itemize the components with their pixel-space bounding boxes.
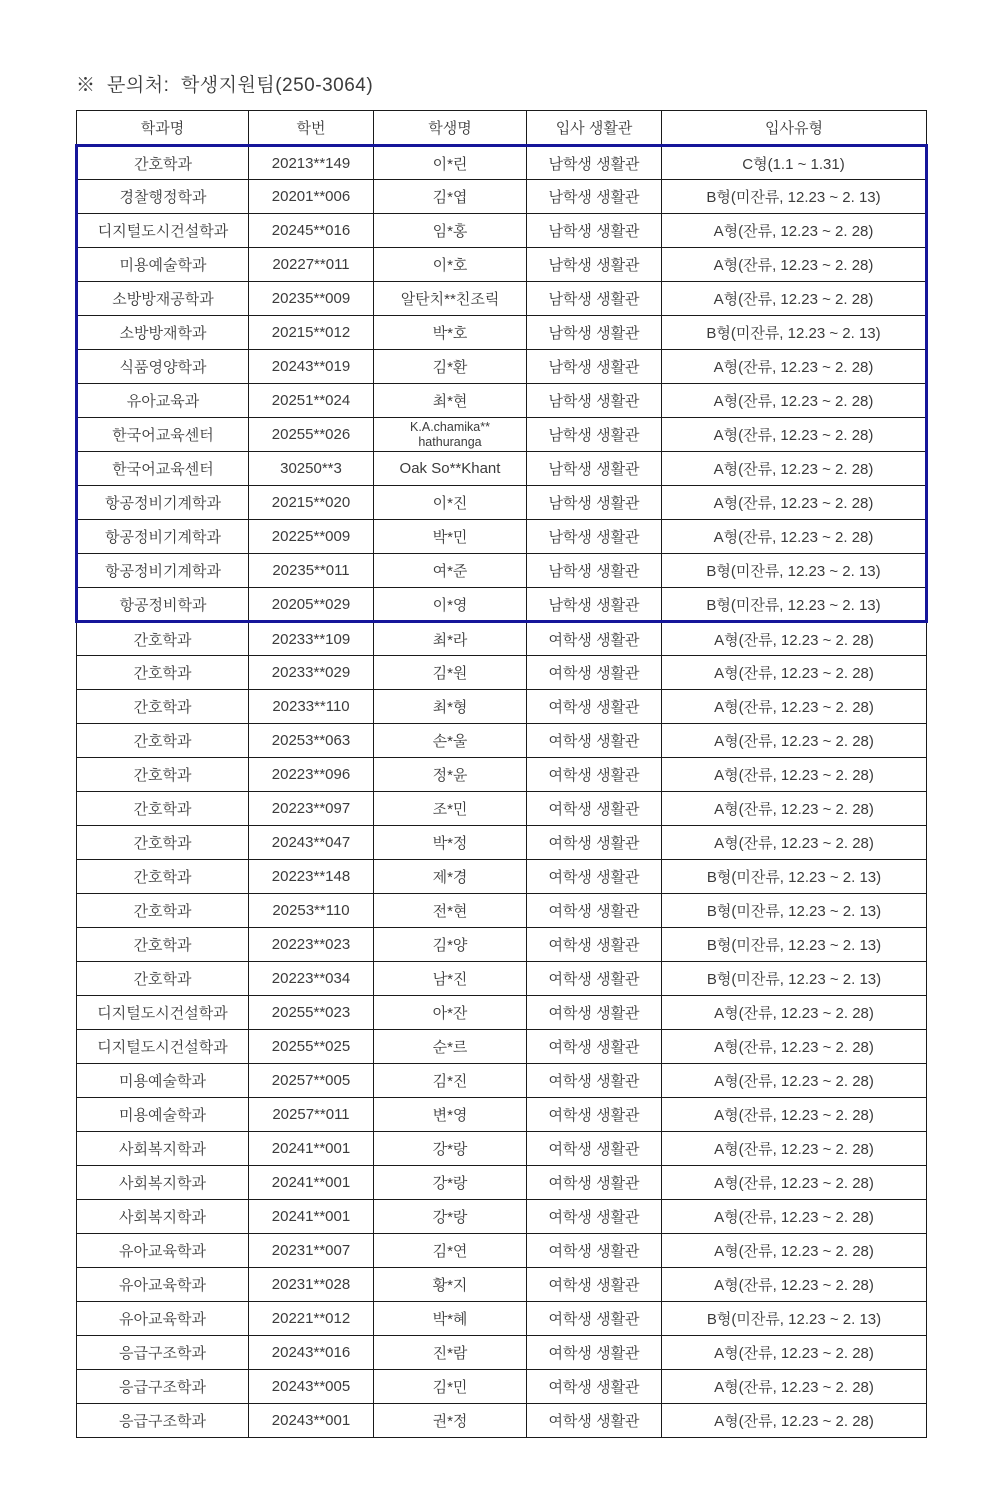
cell-student-name: 조*민 [374,792,527,826]
cell-student-name: 박*정 [374,826,527,860]
cell-dormitory: 남학생 생활관 [527,282,662,316]
cell-dormitory: 여학생 생활관 [527,1234,662,1268]
cell-dormitory: 여학생 생활관 [527,928,662,962]
cell-entry-type: B형(미잔류, 12.23 ~ 2. 13) [662,316,927,350]
cell-dormitory: 여학생 생활관 [527,1200,662,1234]
cell-entry-type: A형(잔류, 12.23 ~ 2. 28) [662,1030,927,1064]
cell-entry-type: A형(잔류, 12.23 ~ 2. 28) [662,1064,927,1098]
cell-entry-type: B형(미잔류, 12.23 ~ 2. 13) [662,180,927,214]
cell-student-id: 20235**009 [249,282,374,316]
cell-department: 경찰행정학과 [77,180,249,214]
cell-department: 항공정비학과 [77,588,249,622]
cell-entry-type: B형(미잔류, 12.23 ~ 2. 13) [662,554,927,588]
cell-student-id: 20253**110 [249,894,374,928]
cell-student-id: 20231**007 [249,1234,374,1268]
cell-department: 유아교육학과 [77,1302,249,1336]
cell-student-name: 변*영 [374,1098,527,1132]
cell-student-name: 최*형 [374,690,527,724]
cell-dormitory: 여학생 생활관 [527,724,662,758]
cell-student-name: 전*현 [374,894,527,928]
cell-dormitory: 남학생 생활관 [527,588,662,622]
cell-department: 간호학과 [77,894,249,928]
cell-dormitory: 여학생 생활관 [527,826,662,860]
table-row [77,1302,927,1336]
cell-student-id: 20223**034 [249,962,374,996]
cell-department: 간호학과 [77,622,249,656]
cell-department: 사회복지학과 [77,1166,249,1200]
cell-student-id: 20243**001 [249,1404,374,1438]
cell-dormitory: 여학생 생활관 [527,792,662,826]
cell-student-name: 황*지 [374,1268,527,1302]
cell-department: 유아교육학과 [77,1268,249,1302]
cell-entry-type: A형(잔류, 12.23 ~ 2. 28) [662,1370,927,1404]
cell-student-id: 20235**011 [249,554,374,588]
cell-student-name: 제*경 [374,860,527,894]
cell-dormitory: 여학생 생활관 [527,1030,662,1064]
cell-student-id: 20201**006 [249,180,374,214]
table-row [77,384,927,418]
table-row [77,248,927,282]
cell-entry-type: B형(미잔류, 12.23 ~ 2. 13) [662,928,927,962]
cell-student-id: 20223**148 [249,860,374,894]
cell-department: 간호학과 [77,724,249,758]
cell-dormitory: 여학생 생활관 [527,962,662,996]
cell-student-name: 이*호 [374,248,527,282]
cell-department: 유아교육학과 [77,1234,249,1268]
col-header-student-id: 학번 [249,111,374,146]
cell-entry-type: A형(잔류, 12.23 ~ 2. 28) [662,452,927,486]
cell-department: 항공정비기계학과 [77,554,249,588]
table-row [77,146,927,180]
cell-dormitory: 여학생 생활관 [527,1166,662,1200]
table-row [77,724,927,758]
cell-student-id: 20223**096 [249,758,374,792]
cell-student-id: 20223**097 [249,792,374,826]
cell-department: 항공정비기계학과 [77,486,249,520]
table-row [77,758,927,792]
cell-dormitory: 여학생 생활관 [527,758,662,792]
cell-dormitory: 남학생 생활관 [527,180,662,214]
cell-dormitory: 여학생 생활관 [527,1132,662,1166]
cell-dormitory: 여학생 생활관 [527,860,662,894]
cell-entry-type: A형(잔류, 12.23 ~ 2. 28) [662,384,927,418]
cell-student-name: 아*잔 [374,996,527,1030]
cell-department: 소방방재공학과 [77,282,249,316]
cell-dormitory: 여학생 생활관 [527,1404,662,1438]
table-row [77,1200,927,1234]
table-row [77,180,927,214]
cell-department: 간호학과 [77,962,249,996]
cell-entry-type: A형(잔류, 12.23 ~ 2. 28) [662,1404,927,1438]
table-row [77,214,927,248]
cell-entry-type: A형(잔류, 12.23 ~ 2. 28) [662,758,927,792]
cell-student-id: 20243**019 [249,350,374,384]
table-row [77,1404,927,1438]
cell-student-name: 김*원 [374,656,527,690]
table-row [77,520,927,554]
cell-entry-type: A형(잔류, 12.23 ~ 2. 28) [662,1234,927,1268]
cell-student-name: K.A.chamika** hathuranga [374,418,527,452]
cell-department: 간호학과 [77,826,249,860]
cell-entry-type: A형(잔류, 12.23 ~ 2. 28) [662,1336,927,1370]
cell-department: 디지털도시건설학과 [77,996,249,1030]
cell-department: 응급구조학과 [77,1404,249,1438]
table-row [77,860,927,894]
cell-student-name: 순*르 [374,1030,527,1064]
cell-entry-type: A형(잔류, 12.23 ~ 2. 28) [662,724,927,758]
table-row [77,1268,927,1302]
cell-department: 간호학과 [77,656,249,690]
cell-student-name: 박*민 [374,520,527,554]
cell-student-id: 20241**001 [249,1166,374,1200]
cell-student-id: 20227**011 [249,248,374,282]
cell-student-name: 임*홍 [374,214,527,248]
cell-dormitory: 여학생 생활관 [527,690,662,724]
table-row [77,656,927,690]
table-row [77,1234,927,1268]
cell-dormitory: 여학생 생활관 [527,656,662,690]
cell-department: 미용예술학과 [77,1098,249,1132]
table-row [77,350,927,384]
cell-dormitory: 남학생 생활관 [527,146,662,180]
cell-dormitory: 남학생 생활관 [527,520,662,554]
col-header-student-name: 학생명 [374,111,527,146]
cell-student-id: 20243**005 [249,1370,374,1404]
cell-entry-type: A형(잔류, 12.23 ~ 2. 28) [662,520,927,554]
cell-entry-type: A형(잔류, 12.23 ~ 2. 28) [662,418,927,452]
cell-entry-type: A형(잔류, 12.23 ~ 2. 28) [662,1132,927,1166]
cell-entry-type: A형(잔류, 12.23 ~ 2. 28) [662,656,927,690]
cell-student-id: 20223**023 [249,928,374,962]
cell-student-name: 이*린 [374,146,527,180]
cell-student-id: 20243**016 [249,1336,374,1370]
table-row [77,1064,927,1098]
cell-student-name: 강*랑 [374,1166,527,1200]
table-row [77,486,927,520]
cell-department: 항공정비기계학과 [77,520,249,554]
cell-department: 디지털도시건설학과 [77,214,249,248]
table-row [77,894,927,928]
cell-department: 간호학과 [77,792,249,826]
cell-student-id: 20245**016 [249,214,374,248]
cell-student-name: 정*윤 [374,758,527,792]
cell-department: 사회복지학과 [77,1200,249,1234]
cell-dormitory: 남학생 생활관 [527,452,662,486]
cell-student-id: 20255**026 [249,418,374,452]
cell-student-name: 강*랑 [374,1132,527,1166]
cell-entry-type: B형(미잔류, 12.23 ~ 2. 13) [662,962,927,996]
table-row [77,1030,927,1064]
cell-entry-type: B형(미잔류, 12.23 ~ 2. 13) [662,894,927,928]
cell-student-name: 이*진 [374,486,527,520]
table-row [77,418,927,452]
cell-entry-type: A형(잔류, 12.23 ~ 2. 28) [662,486,927,520]
cell-student-id: 20257**005 [249,1064,374,1098]
cell-department: 미용예술학과 [77,248,249,282]
cell-department: 디지털도시건설학과 [77,1030,249,1064]
cell-department: 간호학과 [77,928,249,962]
cell-student-id: 30250**3 [249,452,374,486]
cell-entry-type: A형(잔류, 12.23 ~ 2. 28) [662,214,927,248]
cell-department: 유아교육과 [77,384,249,418]
table-row [77,282,927,316]
cell-dormitory: 남학생 생활관 [527,248,662,282]
cell-dormitory: 여학생 생활관 [527,1268,662,1302]
table-row [77,316,927,350]
cell-department: 소방방재학과 [77,316,249,350]
col-header-department: 학과명 [77,111,249,146]
cell-department: 미용예술학과 [77,1064,249,1098]
table-row [77,928,927,962]
cell-dormitory: 여학생 생활관 [527,996,662,1030]
cell-entry-type: A형(잔류, 12.23 ~ 2. 28) [662,622,927,656]
cell-department: 간호학과 [77,860,249,894]
cell-student-id: 20257**011 [249,1098,374,1132]
cell-student-id: 20205**029 [249,588,374,622]
cell-student-id: 20255**023 [249,996,374,1030]
cell-department: 응급구조학과 [77,1370,249,1404]
cell-department: 간호학과 [77,690,249,724]
table-row [77,622,927,656]
cell-department: 간호학과 [77,146,249,180]
cell-entry-type: A형(잔류, 12.23 ~ 2. 28) [662,1098,927,1132]
cell-student-id: 20233**110 [249,690,374,724]
cell-student-name: 김*민 [374,1370,527,1404]
cell-entry-type: A형(잔류, 12.23 ~ 2. 28) [662,1200,927,1234]
cell-entry-type: A형(잔류, 12.23 ~ 2. 28) [662,690,927,724]
table-row [77,452,927,486]
cell-dormitory: 남학생 생활관 [527,316,662,350]
cell-dormitory: 남학생 생활관 [527,350,662,384]
cell-entry-type: A형(잔류, 12.23 ~ 2. 28) [662,792,927,826]
cell-entry-type: A형(잔류, 12.23 ~ 2. 28) [662,1268,927,1302]
dormitory-assignment-table [75,110,928,1438]
cell-student-name: 김*양 [374,928,527,962]
cell-department: 응급구조학과 [77,1336,249,1370]
cell-department: 한국어교육센터 [77,452,249,486]
cell-student-name: 박*혜 [374,1302,527,1336]
cell-student-name: 김*엽 [374,180,527,214]
cell-dormitory: 여학생 생활관 [527,1098,662,1132]
cell-student-id: 20241**001 [249,1200,374,1234]
cell-entry-type: A형(잔류, 12.23 ~ 2. 28) [662,350,927,384]
cell-dormitory: 남학생 생활관 [527,384,662,418]
cell-student-name: 김*환 [374,350,527,384]
col-header-dormitory: 입사 생활관 [527,111,662,146]
cell-department: 간호학과 [77,758,249,792]
cell-student-name: 권*정 [374,1404,527,1438]
cell-student-id: 20231**028 [249,1268,374,1302]
table-row [77,1166,927,1200]
table-row [77,1370,927,1404]
cell-entry-type: B형(미잔류, 12.23 ~ 2. 13) [662,860,927,894]
cell-dormitory: 여학생 생활관 [527,622,662,656]
cell-student-name: 김*진 [374,1064,527,1098]
cell-department: 한국어교육센터 [77,418,249,452]
cell-entry-type: B형(미잔류, 12.23 ~ 2. 13) [662,1302,927,1336]
cell-student-name: 최*현 [374,384,527,418]
header-row [77,111,927,146]
cell-dormitory: 여학생 생활관 [527,1064,662,1098]
table-row [77,554,927,588]
cell-dormitory: 남학생 생활관 [527,214,662,248]
cell-entry-type: B형(미잔류, 12.23 ~ 2. 13) [662,588,927,622]
cell-student-id: 20251**024 [249,384,374,418]
cell-student-name: 알탄치**친조릭 [374,282,527,316]
cell-student-name: 박*호 [374,316,527,350]
cell-student-id: 20225**009 [249,520,374,554]
cell-student-id: 20233**029 [249,656,374,690]
table-row [77,962,927,996]
cell-dormitory: 남학생 생활관 [527,486,662,520]
cell-dormitory: 여학생 생활관 [527,894,662,928]
table-row [77,1098,927,1132]
table-row [77,690,927,724]
cell-student-name: 최*라 [374,622,527,656]
table-body [77,146,927,1438]
cell-dormitory: 남학생 생활관 [527,418,662,452]
cell-student-id: 20221**012 [249,1302,374,1336]
table-row [77,996,927,1030]
cell-entry-type: A형(잔류, 12.23 ~ 2. 28) [662,282,927,316]
cell-student-name: 진*람 [374,1336,527,1370]
cell-student-name: 강*랑 [374,1200,527,1234]
cell-dormitory: 여학생 생활관 [527,1302,662,1336]
cell-student-id: 20255**025 [249,1030,374,1064]
cell-entry-type: A형(잔류, 12.23 ~ 2. 28) [662,996,927,1030]
cell-student-id: 20233**109 [249,622,374,656]
cell-student-id: 20215**012 [249,316,374,350]
cell-student-name: 손*울 [374,724,527,758]
cell-student-id: 20241**001 [249,1132,374,1166]
table-row [77,588,927,622]
cell-entry-type: C형(1.1 ~ 1.31) [662,146,927,180]
cell-entry-type: A형(잔류, 12.23 ~ 2. 28) [662,1166,927,1200]
cell-student-name: Oak So**Khant [374,452,527,486]
cell-student-id: 20243**047 [249,826,374,860]
cell-student-name: 이*영 [374,588,527,622]
table-row [77,1132,927,1166]
cell-dormitory: 남학생 생활관 [527,554,662,588]
cell-entry-type: A형(잔류, 12.23 ~ 2. 28) [662,248,927,282]
cell-student-name: 남*진 [374,962,527,996]
cell-department: 식품영양학과 [77,350,249,384]
table-row [77,1336,927,1370]
cell-department: 사회복지학과 [77,1132,249,1166]
cell-dormitory: 여학생 생활관 [527,1336,662,1370]
col-header-entry-type: 입사유형 [662,111,927,146]
cell-student-id: 20213**149 [249,146,374,180]
cell-student-id: 20215**020 [249,486,374,520]
cell-dormitory: 여학생 생활관 [527,1370,662,1404]
cell-student-id: 20253**063 [249,724,374,758]
cell-student-name: 김*연 [374,1234,527,1268]
cell-entry-type: A형(잔류, 12.23 ~ 2. 28) [662,826,927,860]
table-row [77,826,927,860]
cell-student-name: 여*준 [374,554,527,588]
table-row [77,792,927,826]
contact-note: ※ 문의처: 학생지원팀(250-3064) [76,75,374,96]
